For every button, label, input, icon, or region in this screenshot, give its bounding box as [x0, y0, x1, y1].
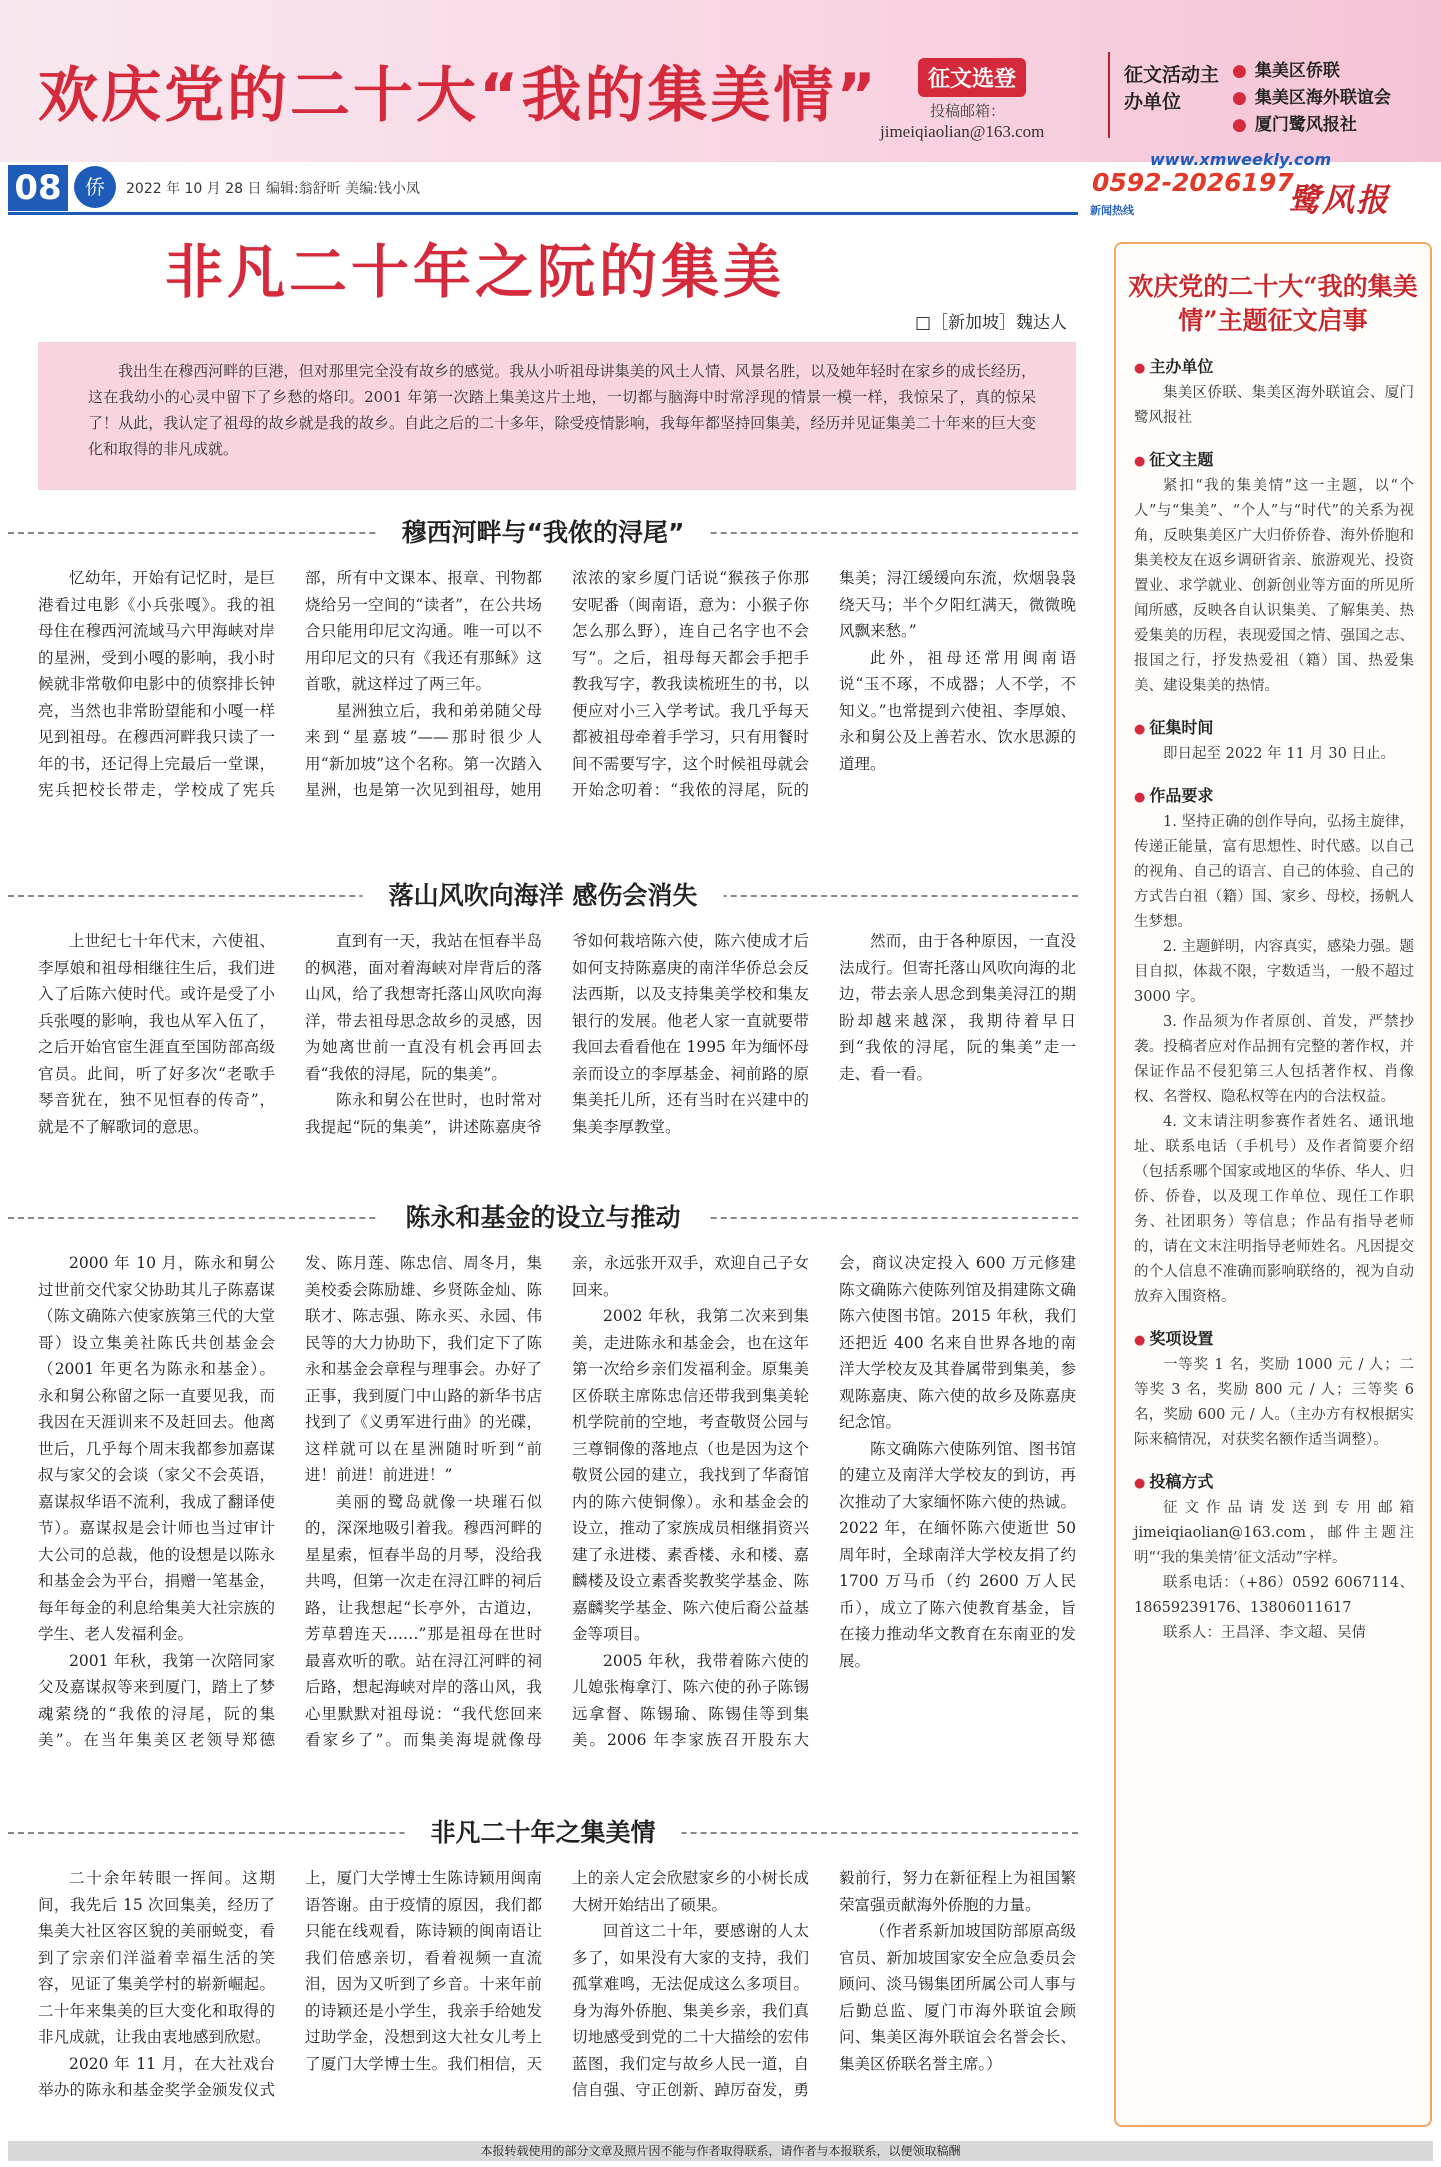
- sidebar-heading: ● 征文主题: [1134, 447, 1430, 470]
- header-info: 2022 年 10 月 28 日 编辑:翁舒昕 美编:钱小凤: [126, 181, 420, 197]
- sidebar-heading: ● 主办单位: [1134, 354, 1430, 377]
- sidebar-paragraph: 一等奖 1 名，奖励 1000 元 / 人；二等奖 3 名，奖励 800 元 / 人；三等奖 6 名，奖励 600 元 / 人。（主办方有权根据实际来稿情况，对获奖名额作适当调整）。: [1134, 1357, 1414, 1448]
- sidebar-paragraph: 4. 文末请注明参赛作者姓名、通讯地址、联系电话（手机号）及作者简要介绍（包括系哪个国家或地区的华侨、华人、归侨、侨眷，以及现工作单位、现任工作职务、社团职务）等信息；作品有指导老师的，请在文末注明指导老师姓名。凡因提交的个人信息不准确而影响联络的，视为自动放弃入围资格。: [1134, 1114, 1414, 1305]
- sidebar-body: [1134, 1496, 1414, 1646]
- banner-title: 欢庆党的二十大“我的集美情”: [38, 61, 879, 131]
- paragraph: 陈永和舅公在世时，也时常对我提起“阮的集美”，讲述陈嘉庚爷爷如何栽培陈六使，陈六使成才后如何支持陈嘉庚的南洋华侨总会反法西斯，以及支持集美学校和集友银行的发展。他老人家一直就要带我回去看看他在 1995 年为缅怀母亲而设立的李厚基金、祠前路的原集美托儿所，还有当时在兴建中的集美李厚教堂。: [305, 932, 809, 1136]
- sidebar-paragraph: 3. 作品须为作者原创、首发，严禁抄袭。投稿者应对作品拥有完整的著作权，并保证作品不侵犯第三人包括著作权、肖像权、名誉权、隐私权等在内的合法权益。: [1134, 1014, 1414, 1105]
- paragraph: 忆幼年，开始有记忆时，是巨港看过电影《小兵张嘎》。我的祖母住在穆西河流域马六甲海峡对岸的星洲，受到小嘎的影响，我小时候就非常敬仰电影中的侦察排长钟亮，当然也非常盼望能和小嘎一样见到祖母。在穆西河畔我只读了一年的书，还记得上完最后一堂课，宪兵把校长带走，学校成了宪兵部，所有中文课本、报章、刊物都烧给另一空间的“读者”，在公共场合只能用印尼文沟通。唯一可以不用印尼文的只有《我还有那稣》这首歌，就这样过了两三年。: [38, 569, 542, 799]
- paragraph: 2020 年 11 月，在大社戏台举办的陈永和基金奖学金颁发仪式上，厦门大学博士生陈诗颖用闽南语答谢。由于疫情的原因，我们都只能在线观看，陈诗颖的闽南语让我们倍感亲切，看着视频一直流泪，因为又听到了乡音。十来年前的诗颖还是小学生，我亲手给她发过助学金，没想到这大社女儿考上了厦门大学博士生。我们相信，天上的亲人定会欣慰家乡的小树长成大树开始结出了硕果。: [38, 1869, 809, 2099]
- section-body: [38, 1865, 1076, 2135]
- paragraph: 2002 年秋，我第二次来到集美，走进陈永和基金会，也在这年第一次给乡亲们发福利金。原集美区侨联主席陈忠信还带我到集美轮机学院前的空地，考查敬贤公园与三尊铜像的落地点（也是因为这个敬贤公园的建立，我找到了华裔馆内的陈六使铜像）。永和基金会的设立，推动了家族成员相继捐资兴建了永进楼、素香楼、永和楼、嘉麟楼及设立素香奖教奖学基金、陈嘉麟奖学基金、陈六使后裔公益基金等项目。: [572, 1307, 809, 1643]
- sidebar-paragraph: 征文作品请发送到专用邮箱 jimeiqiaolian@163.com，邮件主题注明“‘我的集美情’征文活动”字样。: [1134, 1500, 1414, 1566]
- banner: [0, 0, 1441, 162]
- section-heading-text: 落山风吹向海洋 感伤会消失: [363, 878, 724, 914]
- paragraph: 上世纪七十年代末，六使祖、李厚娘和祖母相继往生后，我们进入了后陈六使时代。或许是受了小兵张嘎的影响，我也从军入伍了，之后开始官宦生涯直至国防部高级官员。此间，听了好多次“老歌手琴音犹在，独不见恒春的传奇”，就是不了解歌词的意思。: [38, 932, 275, 1136]
- sidebar-body: [1134, 1353, 1414, 1453]
- section-body: [38, 1250, 1076, 1805]
- hotline-number: 0592-2026197: [1092, 168, 1294, 197]
- section-heading: [8, 1200, 1078, 1236]
- section-heading-text: 陈永和基金的设立与推动: [379, 1200, 706, 1236]
- footer-notice: 本报转载使用的部分文章及照片因不能与作者取得联系，请作者与本报联系，以便领取稿酬: [8, 2141, 1433, 2161]
- banner-org-list: [1232, 58, 1391, 139]
- paragraph: 二十余年转眼一挥间。这期间，我先后 15 次回集美，经历了集美大社区容区貌的美丽蜕变，看到了宗亲们洋溢着幸福生活的笑容，见证了集美学村的崭新崛起。二十年来集美的巨大变化和取得的非凡成就，让我由衷地感到欣慰。: [38, 1869, 275, 2046]
- sidebar-paragraph: 2. 主题鲜明，内容真实，感染力强。题目自拟，体裁不限，字数适当，一般不超过 3000 字。: [1134, 939, 1414, 1005]
- sidebar-paragraph: 紧扣“我的集美情”这一主题，以“个人”与“集美”、“个人”与“时代”的关系为视角，反映集美区广大归侨侨眷、海外侨胞和集美校友在返乡调研省亲、旅游观光、投资置业、求学就业、创新创业等方面的所见所闻所感，反映各自认识集美、了解集美、热爱集美的历程，表现爱国之情、强国之志、报国之行，抒发热爱祖（籍）国、热爱集美、建设集美的热情。: [1134, 478, 1414, 694]
- sidebar-heading: ● 作品要求: [1134, 783, 1430, 806]
- banner-org-item: ● 集美区海外联谊会: [1232, 85, 1391, 112]
- sidebar-heading: ● 奖项设置: [1134, 1326, 1430, 1349]
- byline: □［新加坡］魏达人: [915, 313, 1068, 333]
- sidebar-heading: ● 投稿方式: [1134, 1469, 1430, 1492]
- section-logo-icon: 侨: [74, 166, 116, 208]
- paragraph: 此外，祖母还常用闽南语说“玉不琢，不成器；人不学，不知义。”也常提到六使祖、李厚娘、永和舅公及上善若水、饮水思源的道理。: [839, 648, 1076, 773]
- banner-org-item: ● 集美区侨联: [1232, 58, 1391, 85]
- paragraph: （作者系新加坡国防部原高级官员、新加坡国家安全应急委员会顾问、淡马锡集团所属公司人事与后勤总监、厦门市海外联谊会顾问、集美区海外联谊会名誉会长、集美区侨联名誉主席。）: [839, 1922, 1076, 2073]
- paragraph: 然而，由于各种原因，一直没法成行。但寄托落山风吹向海的北边，带去亲人思念到集美浔江的期盼却越来越深，我期待着早日到“我侬的浔尾，阮的集美”走一走、看一看。: [839, 932, 1076, 1083]
- section-heading: [8, 878, 1078, 914]
- paragraph: 星洲独立后，我和弟弟随父母来到“星嘉坡”——那时很少人用“新加坡”这个名称。第一次踏入星洲，也是第一次见到祖母，她用浓浓的家乡厦门话说“猴孩子你那安呢番（闽南语，意为：小猴子你怎么那么野），连自己名字也不会写”。之后，祖母每天都会手把手教我写字，教我读梳班生的书，以便应对小三入学考试。我几乎每天都被祖母牵着手学习，只有用餐时间不需要写字，这个时候祖母就会开始念叨着：“我侬的浔尾，阮的集美；浔江缓缓向东流，炊烟袅袅绕天马；半个夕阳红满天，微微晚风飘来愁。”: [305, 569, 1076, 799]
- paragraph: 直到有一天，我站在恒春半岛的枫港，面对着海峡对岸背后的落山风，给了我想寄托落山风吹向海洋，带去祖母思念故乡的灵感，因为她离世前一直没有机会再回去看“我侬的浔尾，阮的集美”。: [305, 932, 542, 1083]
- section-heading: [8, 1815, 1078, 1851]
- paragraph: 陈文确陈六使陈列馆、图书馆的建立及南洋大学校友的到访，再次推动了大家缅怀陈六使的热诚。2022 年，在缅怀陈六使逝世 50 周年时，全球南洋大学校友捐了约 1700 万马币（约 2600 万人民币），成立了陈六使教育基金，旨在接力推动华文教育在东南亚的发展。: [839, 1439, 1076, 1670]
- sidebar-paragraph: 集美区侨联、集美区海外联谊会、厦门鹭风报社: [1134, 385, 1414, 426]
- paragraph: 2005 年秋，我带着陈六使的儿媳张梅拿汀、陈六使的孙子陈锡远拿督、陈锡瑜、陈锡佳等到集美。2006 年李家族召开股东大会，商议决定投入 600 万元修建陈文确陈六使陈列馆及捐建陈文确陈六使图书馆。2015 年秋，我们还把近 400 名来自世界各地的南洋大学校友及其眷属带到集美，参观陈嘉庚、陈六使的故乡及陈嘉庚纪念馆。: [572, 1254, 1076, 1749]
- hotline-label: 新闻热线: [1090, 204, 1134, 217]
- section-body: [38, 928, 1076, 1188]
- paragraph: 2001 年秋，我第一次陪同家父及嘉谋叔等来到厦门，踏上了梦魂萦绕的“我侬的浔尾，阮的集美”。在当年集美区老领导郑德发、陈月莲、陈忠信、周冬月，集美校委会陈励雄、乡贤陈金灿、陈联才、陈志强、陈永买、永园、伟民等的大力协助下，我们定下了陈永和基金会章程与理事会。办好了正事，我到厦门中山路的新华书店找到了《义勇军进行曲》的光碟，这样就可以在星洲随时听到“前进！前进！前进进！”: [38, 1254, 542, 1749]
- intro-text: 我出生在穆西河畔的巨港，但对那里完全没有故乡的感觉。我从小听祖母讲集美的风土人情、风景名胜，以及她年轻时在家乡的成长经历，这在我幼小的心灵中留下了乡愁的烙印。2001 年第一次踏上集美这片土地，一切都与脑海中时常浮现的情景一模一样，我惊呆了，真的惊呆了！从此，我认定了祖母的故乡就是我的故乡。自此之后的二十多年，除受疫情影响，我每年都坚持回集美，经历并见证集美二十年来的巨大变化和取得的非凡成就。: [88, 362, 1036, 458]
- banner-email-label: 投稿邮箱：: [930, 102, 1006, 120]
- sidebar-paragraph: 联系人：王昌泽、李文超、吴倩: [1163, 1625, 1366, 1641]
- masthead-logo: 鹭风报: [1288, 181, 1391, 219]
- sidebar-body: [1134, 474, 1414, 699]
- website-link[interactable]: www.xmweekly.com: [1150, 150, 1332, 169]
- section-heading-text: 穆西河畔与“我侬的浔尾”: [376, 515, 711, 551]
- banner-org-item: ● 厦门鹭风报社: [1232, 112, 1391, 139]
- paragraph: 回首这二十年，要感谢的人太多了，如果没有大家的支持，我们孤掌难鸣，无法促成这么多项目。身为海外侨胞、集美乡亲，我们真切地感受到党的二十大描绘的宏伟蓝图，我们定与故乡人民一道，自信自强、守正创新、踔厉奋发，勇毅前行，努力在新征程上为祖国繁荣富强贡献海外侨胞的力量。: [572, 1869, 1076, 2099]
- sidebar-paragraph: 即日起至 2022 年 11 月 30 日止。: [1163, 746, 1395, 762]
- paragraph: 2000 年 10 月，陈永和舅公过世前交代家父协助其儿子陈嘉谋（陈文确陈六使家族第三代的大堂哥）设立集美社陈氏共创基金会（2001 年更名为陈永和基金）。永和舅公称留之际一直要见我，而我因在天涯训来不及赶回去。他离世后，几乎每个周末我都参加嘉谋叔与家父的会谈（家父不会英语，嘉谋叔华语不流利，我成了翻译使节）。嘉谋叔是会计师也当过审计大公司的总裁，他的设想是以陈永和基金会为平台，捐赠一笔基金，每年每金的利息给集美大社宗族的学生、老人发福利金。: [38, 1254, 275, 1643]
- sidebar-body: [1134, 381, 1414, 431]
- sidebar-notice: [1114, 242, 1432, 2127]
- sidebar-body: [1134, 742, 1414, 767]
- banner-divider: [1108, 52, 1110, 138]
- section-heading-text: 非凡二十年之集美情: [404, 1815, 681, 1851]
- sidebar-heading: ● 征集时间: [1134, 715, 1430, 738]
- article-title: 非凡二十年之阮的集美: [165, 238, 786, 306]
- sidebar-paragraph: 联系电话：（+86）0592 6067114、18659239176、13806011617: [1134, 1575, 1414, 1616]
- intro-box: [38, 342, 1076, 490]
- header-rule: [8, 212, 1078, 215]
- section-body: [38, 565, 1076, 870]
- page-number: 08: [8, 165, 68, 211]
- sidebar-title: 欢庆党的二十大“我的集美情”主题征文启事: [1128, 272, 1418, 335]
- banner-badge: 征文选登: [918, 58, 1026, 97]
- banner-email: jimeiqiaolian@163.com: [880, 122, 1045, 141]
- sidebar-paragraph: 1. 坚持正确的创作导向，弘扬主旋律，传递正能量，富有思想性、时代感。以自己的视角、自己的语言、自己的体验、自己的方式告白祖（籍）国、家乡、母校，扬帆人生梦想。: [1134, 814, 1414, 930]
- sidebar-body: [1134, 810, 1414, 1310]
- paragraph: 美丽的鹭岛就像一块璀石似的，深深地吸引着我。穆西河畔的星星索，恒春半岛的月琴，没给我共鸣，但第一次走在浔江畔的祠后路，让我想起“长亭外，古道边，芳草碧连天……”那是祖母在世时最喜欢听的歌。站在浔江河畔的祠后路，想起海峡对岸的落山风，我心里默默对祖母说：“我代您回来看家乡了”。而集美海堤就像母亲，永远张开双手，欢迎自己子女回来。: [305, 1254, 809, 1749]
- section-heading: [8, 515, 1078, 551]
- banner-org-label: 征文活动主办单位: [1124, 64, 1220, 113]
